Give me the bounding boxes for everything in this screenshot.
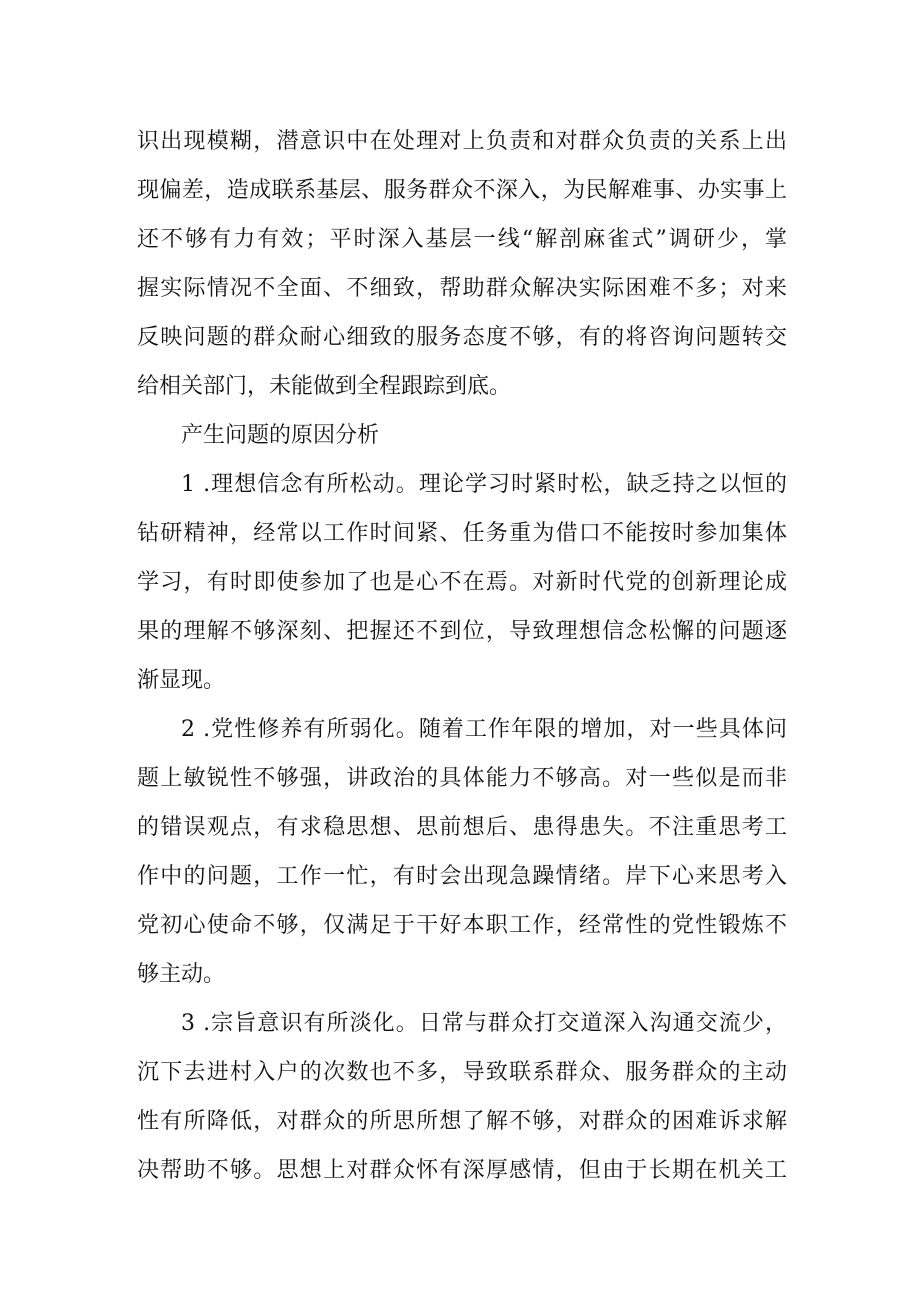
text-line: 钻研精神，经常以工作时间紧、任务重为借口不能按时参加集体: [137, 521, 787, 546]
text-line: 还不够有力有效；平时深入基层一线“解剖麻雀式”调研少，掌: [137, 227, 787, 252]
text-line: 作中的问题，工作一忙，有时会出现急躁情绪。岸下心来思考入: [137, 864, 787, 889]
document-body: [137, 117, 787, 1195]
text-line: 沉下去进村入户的次数也不多，导致联系群众、服务群众的主动: [137, 1060, 787, 1085]
paragraph-service-issues: [137, 117, 787, 411]
text-line: 决帮助不够。思想上对群众怀有深厚感情，但由于长期在机关工: [137, 1158, 787, 1183]
text-line: 题上敏锐性不够强，讲政治的具体能力不够高。对一些似是而非: [137, 766, 787, 791]
text-line: 的错误观点，有求稳思想、思前想后、患得患失。不注重思考工: [137, 815, 787, 840]
section-heading: 产生问题的原因分析: [181, 423, 380, 448]
text-line: 2 .党性修养有所弱化。随着工作年限的增加，对一些具体问: [181, 717, 787, 742]
text-line: 3 .宗旨意识有所淡化。日常与群众打交道深入沟通交流少，: [181, 1011, 787, 1036]
text-line: 反映问题的群众耐心细致的服务态度不够，有的将咨询问题转交: [137, 325, 787, 350]
paragraph-party-spirit: [137, 705, 787, 999]
text-line: 学习，有时即使参加了也是心不在焉。对新时代党的创新理论成: [137, 570, 787, 595]
paragraph-purpose-awareness: [137, 999, 787, 1195]
text-line: 党初心使命不够，仅满足于干好本职工作，经常性的党性锻炼不: [137, 913, 787, 938]
text-line: 握实际情况不全面、不细致，帮助群众解决实际困难不多；对来: [137, 276, 787, 301]
text-line: 给相关部门，未能做到全程跟踪到底。: [137, 374, 512, 399]
text-line: 1 .理想信念有所松动。理论学习时紧时松，缺乏持之以恒的: [181, 472, 787, 497]
text-line: 够主动。: [137, 962, 226, 987]
text-line: 果的理解不够深刻、把握还不到位，导致理想信念松懈的问题逐: [137, 619, 787, 644]
paragraph-ideals-beliefs: [137, 460, 787, 705]
text-line: 性有所降低，对群众的所思所想了解不够，对群众的困难诉求解: [137, 1109, 787, 1134]
text-line: 识出现模糊，潜意识中在处理对上负责和对群众负责的关系上出: [137, 129, 787, 154]
text-line: 渐显现。: [137, 668, 226, 693]
text-line: 现偏差，造成联系基层、服务群众不深入，为民解难事、办实事上: [137, 178, 787, 203]
